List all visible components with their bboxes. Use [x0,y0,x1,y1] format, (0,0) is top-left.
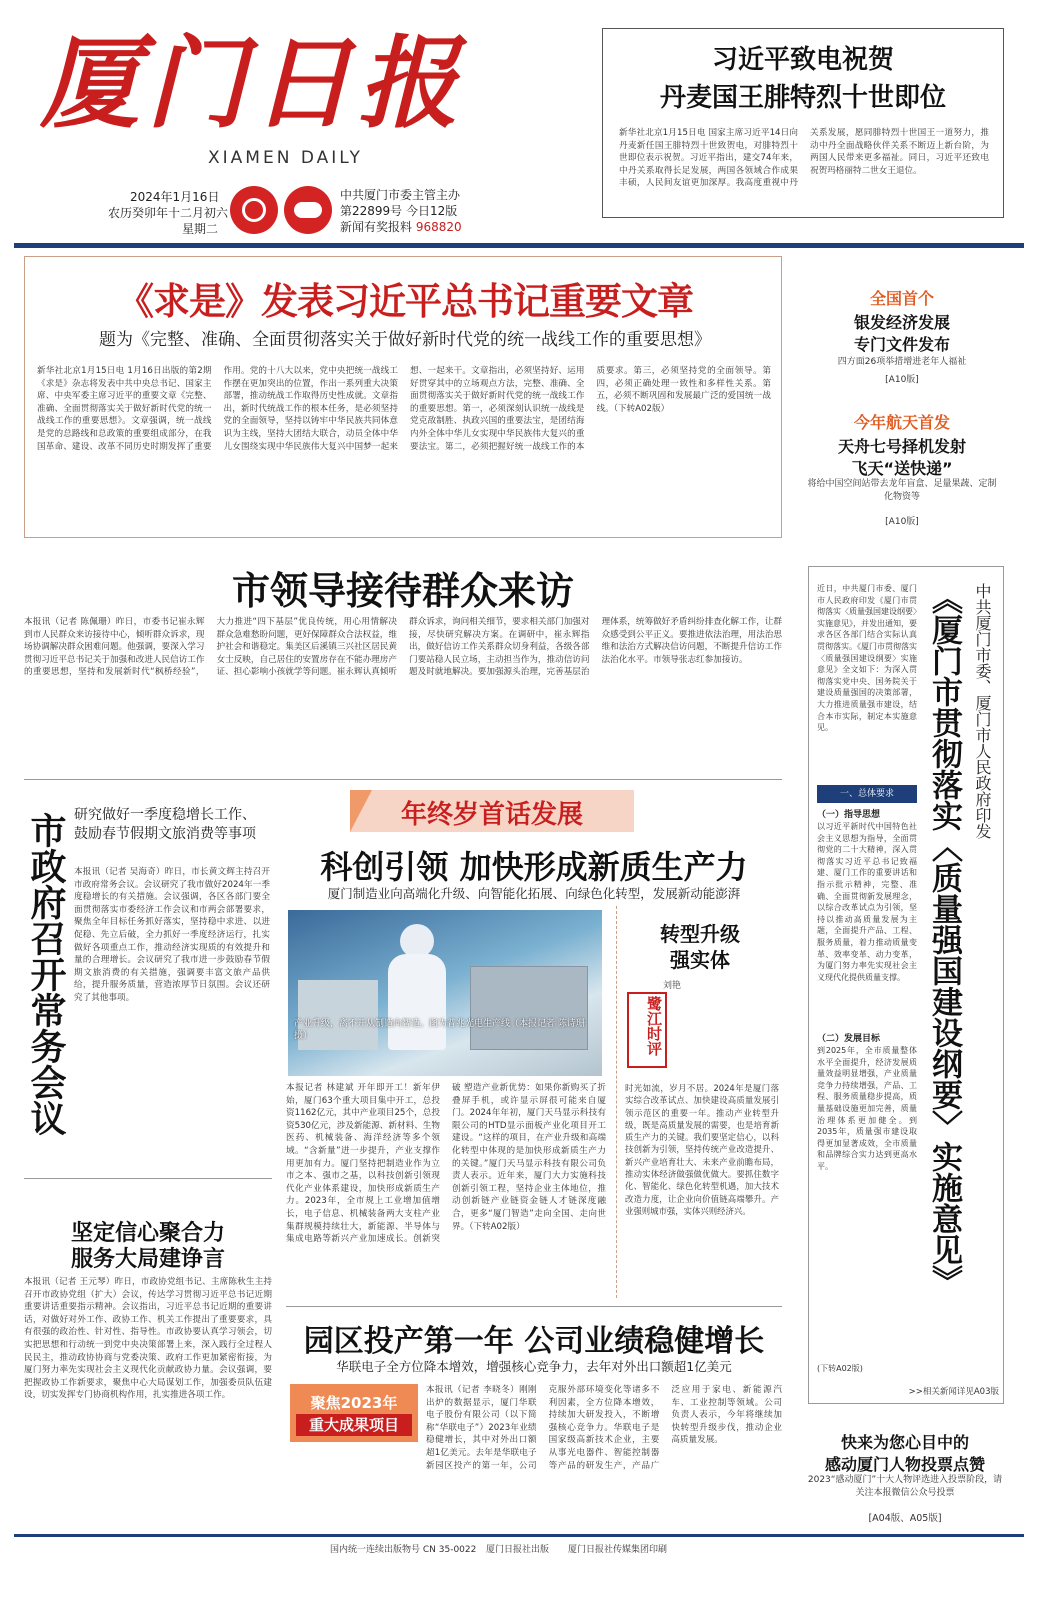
footer-print: 厦门日报社传媒集团印刷 [568,1545,668,1555]
side-ref-2[interactable]: [A10版] [885,517,919,527]
appeal-box [800,1420,1010,1530]
feature-subhead: 厦门制造业向高端化升级、向智能化拓展、向绿色化转型，发展新动能澎湃 [327,886,741,901]
plan-see-more[interactable]: >>相关新闻详见A03版 [908,1387,999,1397]
newspaper-logo: 厦门日报 [40,24,464,142]
plan-sub-2: （二）发展目标 [817,1034,881,1044]
column-body-head [673,994,777,1076]
top-headline-1[interactable]: 习近平致电祝贺 [711,45,894,75]
reception-body: 本报讯（记者 陈佩珊）昨日，市委书记崔永辉到市人民群众来访接待中心，倾听群众诉求，现场协调解决群众困难问题。他强调，要深入学习贯彻习近平总书记关于加强和改进人民信访工作的重要思想，坚持和发展新时代“枫桥经验”，大力推进“四下基层”优良传统，用心用情解决群众急难愁盼问题，更好保障群众合法权益，维护社会和谐稳定。集美区后溪镇三兴社区居民黄女士反映，自己居住的安置房存在不能办理房产证、担心影响小孩就学等问题。崔永辉认真倾听群众诉求，询问相关细节，要求相关部门加强对接，尽快研究解决方案。在调研中，崔永辉指出，做好信访工作关系群众切身利益，各级各部门要站稳人民立场，主动担当作为，推动信访问题及时就地解决。要加强源头治理，完善基层治理体系，统筹做好矛盾纠纷排查化解工作，让群众感受到公平正义。要推进依法治理，用法治思维和法治方式解决信访问题，不断提升信访工作法治化水平。市领导张志红参加接访。 [24,617,782,678]
column-title-2[interactable]: 强实体 [670,948,730,972]
huashen-headline[interactable]: 园区投产第一年 公司业绩稳健增长 [303,1324,765,1359]
side-kicker-1: 全国首个 [869,289,934,308]
masthead-rule [14,243,1024,248]
focus-badge [290,1384,418,1442]
photo-caption: 产业升级，离不开从制造向智造。图为普兆光电生产线（本报记者 陈诗珊 摄） [294,1019,585,1041]
gov-meeting-sub: 研究做好一季度稳增长工作、鼓励春节假期文旅消费等事项 [74,807,256,842]
side-sub-1: 四方面26项举措增进老年人福祉 [837,357,967,367]
weekday: 星期二 [182,222,219,236]
appeal-sub: 2023“感动厦门”十大人物评选进入投票阶段，请关注本报微信公众号投票 [807,1475,1003,1498]
huashen-body-lead [290,1450,418,1530]
top-news-box [602,28,1004,218]
side-sub-2: 将给中国空间站带去龙年盲盒、足量果蔬、定制化物资等 [807,479,997,502]
plan-body-2: 以习近平新时代中国特色社会主义思想为指导，全面贯彻党的二十大精神，深入贯彻落实习近平总书记致福建、厦门工作的重要讲话和指示批示精神，完整、准确、全面贯彻新发展理念，以综合改革试点为引领，坚持以推动高质量发展为主题，全面提升产品、工程、服务质量，着力推动质量变革、效率变革、动力变革，为厦门努力率先实现社会主义现代化提供质量支撑。 [817,822,917,982]
lead-subhead: 题为《完整、准确、全面贯彻落实关于做好新时代党的统一战线工作的重要思想》 [99,330,711,350]
appeal-title-2[interactable]: 感动厦门人物投票点赞 [824,1455,985,1474]
plan-heading-1: 一、总体要求 [817,785,917,803]
feature-body: 本报记者 林建斌 开年即开工！新年伊始，厦门63个重大项目集中开工，总投资1162亿元，其中产业项目25个，总投资530亿元，涉及新能源、新材料、生物医药、机械装备、海洋经济等多个领域。“含新量”进一步提升，产业支撑作用更加有力。厦门坚持把制造业作为立市之本、强市之基，以科技创新引领现代化产业体系建设，加快形成新质生产力。2023年，全市规上工业增加值增长，电子信息、机械装备两大支柱产业集群规模持续壮大，新能源、半导体与集成电路等新兴产业加速成长。创新突破 塑造产业新优势：如果你新购买了折叠屏手机，或许显示屏很可能来自厦门。2024年年初，厦门天马显示科技有限公司的HTD显示面板产业化项目开工建设。“这样的项目，在产业升级和高端化转型中体现的是加快形成新质生产力的关键。”厦门天马显示科技有限公司负责人表示。近年来，厦门大力实施科技创新引领工程，坚持企业主体地位，推动创新链产业链资金链人才链深度融合，更多“厦门智造”走向全国、走向世界。（下转A02版） [286,1083,606,1245]
hotline: 新闻有奖报料 968820 [340,220,462,234]
sponsor: 中共厦门市委主管主办 [340,188,461,202]
side-title-1b[interactable]: 专门文件发布 [853,335,950,354]
top-news-body: 新华社北京1月15日电 国家主席习近平14日向丹麦新任国王腓特烈十世致贺电，对腓特烈十世即位表示祝贺。习近平指出，建交74年来，中丹关系取得长足发展，两国各领域合作成果丰硕，人民间友谊更加深厚。我高度重视中丹关系发展，愿同腓特烈十世国王一道努力，推动中丹全面战略伙伴关系不断迈上新台阶，为两国人民带来更多福祉。同日，习近平还致电祝贺玛格丽特二世女王退位。 [619,128,989,189]
app-logo-icon[interactable] [230,186,278,234]
divider [24,1178,272,1179]
plan-box [808,566,1004,1404]
side-ref-1[interactable]: [A10版] [885,375,919,385]
plan-body-3: 到2025年，全市质量整体水平全面提升，经济发展质量效益明显增强，产业质量竞争力持续增强，产品、工程、服务质量稳步提高，质量基础设施更加完善，质量治理体系更加健全。到2035年，质量强市建设取得更加显著成效，全市质量和品牌综合实力达到更高水平。 [817,1046,917,1171]
huashen-sub: 华联电子全方位降本增效，增强核心竞争力，去年对外出口额超1亿美元 [336,1359,732,1374]
plan-title[interactable]: 《厦门市贯彻落实〈质量强国建设纲要〉实施意见》 [926,583,962,1296]
gov-meeting-body: 本报讯（记者 吴海奇）昨日，市长黄文辉主持召开市政府常务会议。会议研究了我市做好2024年一季度稳增长的有关措施。会议强调，各区各部门要全面贯彻落实市委经济工作会议和市两会部署要求，聚焦全年目标任务抓好落实，坚持稳中求进、以进促稳、先立后破，全力抓好一季度经济运行，扎实做好各项重点工作，推动经济实现质的有效提升和量的合理增长。会议研究了我市进一步鼓励春节假期文旅消费的有关措施，强调要丰富文旅产品供给，提升服务质量，营造浓厚节日氛围。会议还研究了其他事项。 [74,867,270,1003]
footer-dist: 厦门日报社出版 [486,1545,550,1555]
plan-kicker: 中共厦门市委、厦门市人民政府印发 [973,583,992,839]
lead-headline[interactable]: 《求是》发表习近平总书记重要文章 [117,279,693,323]
footer-cn: 国内统一连续出版物号 CN 35-0022 [330,1545,477,1555]
side-news [800,256,1004,556]
logo-english: XIAMEN DAILY [208,148,363,168]
banner-text: 年终岁首话发展 [400,800,583,830]
divider [24,779,782,780]
column-title-1[interactable]: 转型升级 [660,922,740,946]
side-kicker-2: 今年航天首发 [853,413,950,432]
divider [286,1306,782,1307]
gov-meeting-vertical-title[interactable]: 市政府召开常务会议 [25,812,67,1136]
plan-ref[interactable]: (下转A02版) [817,1364,863,1373]
section-banner [350,790,634,832]
united-title-1[interactable]: 坚定信心聚合力 [70,1220,225,1246]
plan-body: 近日，中共厦门市委、厦门市人民政府印发《厦门市贯彻落实〈质量强国建设纲要〉实施意见》，并发出通知，要求各区各部门结合实际认真贯彻落实。《厦门市贯彻落实〈质量强国建设纲要〉实施意见》全文如下：为深入贯彻落实党中央、国务院关于建设质量强国的决策部署，大力推进质量强市建设，结合本市实际，制定本实施意见。 [817,584,917,733]
feature-headline[interactable]: 科创引领 加快形成新质生产力 [320,848,748,886]
top-headline-2[interactable]: 丹麦国王腓特烈十世即位 [659,83,946,113]
side-title-2a[interactable]: 天舟七号择机发射 [837,437,966,456]
appeal-title-1[interactable]: 快来为您心目中的 [840,1433,969,1452]
focus-line-1: 聚焦2023年 [310,1394,398,1412]
united-title-2[interactable]: 服务大局建诤言 [70,1246,225,1272]
focus-line-2: 重大成果项目 [296,1414,412,1436]
side-title-1a[interactable]: 银发经济发展 [853,313,950,332]
column-seal-stamp: 鹭江时评 [627,992,667,1068]
column-body: 时光如流，岁月不居。2024年是厦门落实综合改革试点、加快建设高质量发展引领示范区的重要一年。推动产业转型升级，既是高质量发展的需要，也是培育新质生产力的关键。我们要坚定信心，以科技创新为引领，坚持传统产业改造提升、新兴产业培育壮大、未来产业前瞻布局，推动实体经济做强做优做大。要抓住数字化、智能化、绿色化转型机遇，加大技术改造力度，让企业向价值链高端攀升。产业强则城市强，实体兴则经济兴。 [625,1083,779,1216]
reception-headline[interactable]: 市领导接待群众来访 [231,568,574,613]
side-title-2b[interactable]: 飞天“送快递” [851,459,953,478]
lunar-date: 农历癸卯年十二月初六 [108,206,229,220]
media-logo-icon[interactable] [284,186,332,234]
plan-sub-1: （一）指导思想 [817,810,881,820]
issue-number: 第22899号 今日12版 [340,204,458,218]
lead-story [24,256,782,538]
united-body: 本报讯（记者 王元琴）昨日，市政协党组书记、主席陈秋生主持召开市政协党组（扩大）会议，传达学习贯彻习近平总书记近期重要讲话重要指示精神。会议指出，习近平总书记近期的重要讲话，对做好对外工作、政协工作、机关工作提出了重要要求，具有很强的政治性、针对性、指导性。市政协要认真学习领会，切实把思想和行动统一到党中央决策部署上来，深入践行全过程人民民主，推动政协协商与党委决策、政府工作更加紧密衔接，为厦门努力率先实现社会主义现代化贡献政协力量。会议强调，要把握政协工作新要求，聚焦中心大局谋划工作，加强委员队伍建设，切实发挥专门协商机构作用，扎实推进各项工作。 [24,1277,272,1401]
appeal-ref[interactable]: [A04版、A05版] [868,1513,942,1524]
column-author: 刘艳 [663,981,682,991]
opinion-column [616,906,782,1298]
footer-rule [14,1534,1024,1537]
lead-body: 新华社北京1月15日电 1月16日出版的第2期《求是》杂志将发表中共中央总书记、国家主席、中央军委主席习近平的重要文章《完整、准确、全面贯彻落实关于做好新时代党的统一战线工作的重要思想》。文章强调，统一战线是党的总路线和总政策的重要组成部分，在我国革命、建设、改革不同历史时期发挥了重要作用。党的十八大以来，党中央把统一战线工作摆在更加突出的位置，作出一系列重大决策部署，推动统战工作取得历史性成就。文章指出，新时代统战工作的根本任务，是必须坚持党的全面领导，坚持以铸牢中华民族共同体意识为主线，坚持大团结大联合，动员全体中华儿女围绕实现中华民族伟大复兴中国梦一起来想、一起来干。文章指出，必须坚持好、运用好贯穿其中的立场观点方法，完整、准确、全面贯彻落实关于做好新时代党的统一战线工作的重要思想。第一，必须深刻认识统一战线是党克敌制胜、执政兴国的重要法宝，是团结海内外全体中华儿女实现中华民族伟大复兴的重要法宝。第二，必须把握好统一战线工作的本质要求。第三，必须坚持党的全面领导。第四，必须正确处理一致性和多样性关系。第五，必须不断巩固和发展最广泛的爱国统一战线。（下转A02版） [37,366,771,452]
issue-date: 2024年1月16日 [130,190,220,204]
masthead [22,22,592,244]
huashen-body: 本报讯（记者 李晓冬）刚刚出炉的数据显示，厦门华联电子股份有限公司（以下简称“华联电子”）2023年业绩稳健增长，其中对外出口额超1亿美元。去年是华联电子新园区投产的第一年，公司克服外部环境变化等诸多不利因素，全方位降本增效，持续加大研发投入，不断增强核心竞争力。华联电子是国家级高新技术企业，主要从事光电器件、智能控制器等产品的研发生产，产品广泛应用于家电、新能源汽车、工业控制等领域。公司负责人表示，今年将继续加快转型升级步伐，推动企业高质量发展。 [426,1385,782,1471]
factory-photo [288,910,602,1076]
